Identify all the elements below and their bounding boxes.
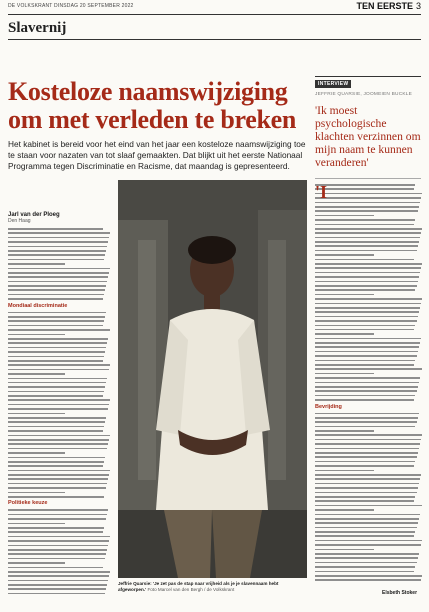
section-title: Slavernij [8, 20, 67, 36]
text-line [8, 263, 65, 265]
text-line [315, 364, 414, 366]
text-line [315, 303, 421, 305]
top-rule [8, 14, 421, 15]
text-line [8, 404, 109, 406]
text-line [315, 276, 419, 278]
text-line [315, 245, 418, 247]
text-line [315, 540, 422, 542]
text-line [315, 395, 415, 397]
text-line [8, 580, 108, 582]
text-line [315, 487, 418, 489]
text-line [315, 346, 419, 348]
text-line [315, 509, 374, 511]
text-line [8, 545, 108, 547]
text-line [8, 369, 109, 371]
text-line [315, 320, 417, 322]
text-line [315, 579, 421, 581]
text-line [8, 334, 65, 336]
dropcap: 'I [315, 184, 328, 202]
body-column-right [315, 184, 423, 584]
text-line [315, 544, 421, 546]
text-line [315, 294, 374, 296]
text-line [315, 535, 414, 537]
text-line [315, 390, 417, 392]
text-line [8, 386, 105, 388]
text-line [315, 224, 414, 226]
text-line [8, 518, 106, 520]
text-line [315, 325, 415, 327]
text-line [315, 531, 415, 533]
text-line [315, 448, 419, 450]
text-line [315, 430, 374, 432]
text-line [8, 272, 109, 274]
text-line [8, 558, 105, 560]
text-line [8, 320, 104, 322]
text-line [315, 421, 417, 423]
text-line [8, 338, 108, 340]
text-line [8, 575, 109, 577]
text-line [8, 250, 106, 252]
text-line [315, 557, 418, 559]
interview-author: JEFFRIE QUARSIE, JOOMEIEN BUCKLE [315, 92, 413, 97]
text-line [8, 281, 107, 283]
text-line [8, 259, 104, 261]
text-line [8, 588, 106, 590]
text-line [8, 562, 65, 564]
text-line [315, 417, 418, 419]
text-line [315, 215, 374, 217]
text-line [8, 527, 104, 529]
text-line [8, 325, 103, 327]
text-line [315, 298, 422, 300]
text-line [8, 571, 110, 573]
text-line [8, 514, 107, 516]
text-line [315, 272, 420, 274]
body-column-left [8, 228, 111, 596]
text-line [8, 523, 65, 525]
photo-caption [118, 581, 307, 593]
text-line [315, 188, 414, 190]
text-line [315, 452, 418, 454]
text-line [315, 333, 374, 335]
text-line [315, 360, 415, 362]
text-line [315, 197, 421, 199]
subhead: Mondiaal discriminatie [8, 302, 68, 309]
text-line [315, 518, 419, 520]
text-line [8, 413, 65, 415]
text-line [8, 285, 106, 287]
quote-rule [315, 178, 421, 179]
text-line [315, 254, 374, 256]
text-line [315, 184, 415, 186]
text-line [8, 360, 103, 362]
text-line [315, 355, 417, 357]
text-line [8, 364, 110, 366]
text-line [315, 263, 422, 265]
text-line [315, 553, 419, 555]
text-line [8, 452, 65, 454]
text-line [8, 329, 110, 331]
text-line [8, 540, 109, 542]
text-line [8, 237, 109, 239]
text-line [8, 531, 103, 533]
text-line [8, 435, 110, 437]
text-line [315, 527, 417, 529]
text-line [315, 250, 417, 252]
text-line [315, 219, 415, 221]
byline [8, 212, 108, 224]
text-line [8, 483, 107, 485]
masthead-bar [0, 0, 429, 14]
text-line [315, 342, 420, 344]
text-line [8, 461, 104, 463]
text-line [315, 439, 421, 441]
text-line [315, 281, 418, 283]
text-line [8, 342, 107, 344]
text-line [315, 566, 415, 568]
text-line [8, 254, 105, 256]
text-line [8, 492, 65, 494]
text-line [315, 413, 419, 415]
text-line [8, 426, 104, 428]
text-line [8, 487, 106, 489]
text-line [8, 567, 103, 569]
text-line [8, 421, 105, 423]
section-label: TEN EERSTE [356, 1, 413, 11]
text-line [315, 426, 415, 428]
text-line [8, 351, 105, 353]
page-section-label [356, 1, 421, 11]
text-line [315, 478, 420, 480]
text-line [8, 439, 109, 441]
text-line [8, 478, 108, 480]
text-line [315, 399, 414, 401]
text-line [8, 509, 108, 511]
masthead-date: DE VOLKSKRANT DINSDAG 20 SEPTEMBER 2022 [8, 3, 134, 9]
text-line [8, 465, 103, 467]
text-line [8, 593, 105, 595]
text-line [8, 395, 103, 397]
text-line [8, 457, 105, 459]
text-line [315, 470, 374, 472]
text-line [315, 267, 421, 269]
text-line [8, 553, 106, 555]
interview-signoff: Elsbeth Stoker [382, 590, 418, 596]
text-line [8, 378, 107, 380]
text-line [8, 356, 104, 358]
text-line [315, 311, 419, 313]
text-line [8, 294, 104, 296]
headline-line-2: om met verleden te breken [8, 105, 297, 134]
text-line [315, 307, 420, 309]
text-line [8, 316, 105, 318]
text-line [315, 461, 415, 463]
byline-author: Jarl van der Ploeg [8, 212, 60, 218]
text-line [8, 232, 110, 234]
interview-rule [315, 76, 421, 77]
text-line [315, 571, 414, 573]
text-line [315, 386, 418, 388]
text-line [315, 206, 419, 208]
lead-paragraph: Het kabinet is bereid voor het eind van het jaar een kosteloze naamswijziging toe te staan voor nazaten van tot slaaf gemaakten. Dat blijkt uit het eerste Nationaal Programma tegen Discriminatie en Racisme, dat maandag is gepresenteerd. [8, 139, 306, 171]
caption-credit: Foto Marcel van den Bergh / de Volkskrant [147, 587, 235, 592]
text-line [315, 259, 414, 261]
text-line [8, 584, 107, 586]
text-line [8, 399, 110, 401]
text-line [315, 434, 422, 436]
text-line [8, 276, 108, 278]
subhead: Bevrijding [315, 403, 342, 410]
text-line [315, 514, 420, 516]
text-line [8, 391, 104, 393]
text-line [315, 382, 419, 384]
text-line [315, 500, 414, 502]
text-line [315, 549, 374, 551]
text-line [8, 246, 107, 248]
text-line [315, 329, 414, 331]
text-line [315, 474, 421, 476]
text-line [8, 289, 105, 291]
text-line [8, 347, 106, 349]
text-line [315, 193, 422, 195]
section-rule [8, 39, 421, 40]
text-line [8, 448, 107, 450]
text-line [315, 496, 415, 498]
text-line [315, 338, 421, 340]
text-line [8, 496, 104, 498]
text-line [8, 417, 106, 419]
caption-text: Jeffrie Quarsie: 'Je zet pas de stap naar vrijheid als je je slavennaam hebt afgeworpen.' [118, 581, 279, 592]
text-line [315, 232, 421, 234]
text-line [315, 377, 420, 379]
subhead: Politieke keuze [8, 500, 48, 507]
text-line [315, 368, 422, 370]
page-number: 3 [415, 1, 421, 11]
text-line [315, 351, 418, 353]
text-line [8, 474, 109, 476]
text-line [315, 575, 422, 577]
text-line [8, 228, 103, 230]
text-line [8, 268, 110, 270]
text-line [315, 289, 415, 291]
text-line [315, 285, 417, 287]
text-line [315, 202, 420, 204]
text-line [8, 408, 108, 410]
text-line [8, 536, 110, 538]
text-line [315, 241, 419, 243]
text-line [8, 470, 110, 472]
text-line [315, 373, 374, 375]
text-line [8, 373, 65, 375]
text-line [315, 522, 418, 524]
text-line [8, 382, 106, 384]
text-line [8, 312, 106, 314]
text-line [8, 430, 103, 432]
text-line [315, 228, 422, 230]
text-line [315, 237, 420, 239]
headline [8, 78, 306, 134]
portrait-photo [118, 180, 307, 578]
text-line [8, 549, 107, 551]
text-line [315, 316, 418, 318]
text-line [315, 505, 422, 507]
text-line [8, 298, 103, 300]
text-line [8, 241, 108, 243]
byline-location: Den Haag [8, 218, 31, 224]
headline-line-1: Kosteloze naamswijziging [8, 77, 288, 106]
text-line [315, 465, 414, 467]
text-line [315, 443, 420, 445]
text-line [8, 443, 108, 445]
interview-quote: 'Ik moest psychologische klachten verzinnen om mijn naam te kunnen veranderen' [315, 104, 421, 169]
text-line [315, 210, 418, 212]
interview-tag: INTERVIEW [315, 80, 351, 88]
text-line [315, 456, 417, 458]
text-line [315, 562, 417, 564]
text-line [315, 483, 419, 485]
text-line [315, 492, 417, 494]
